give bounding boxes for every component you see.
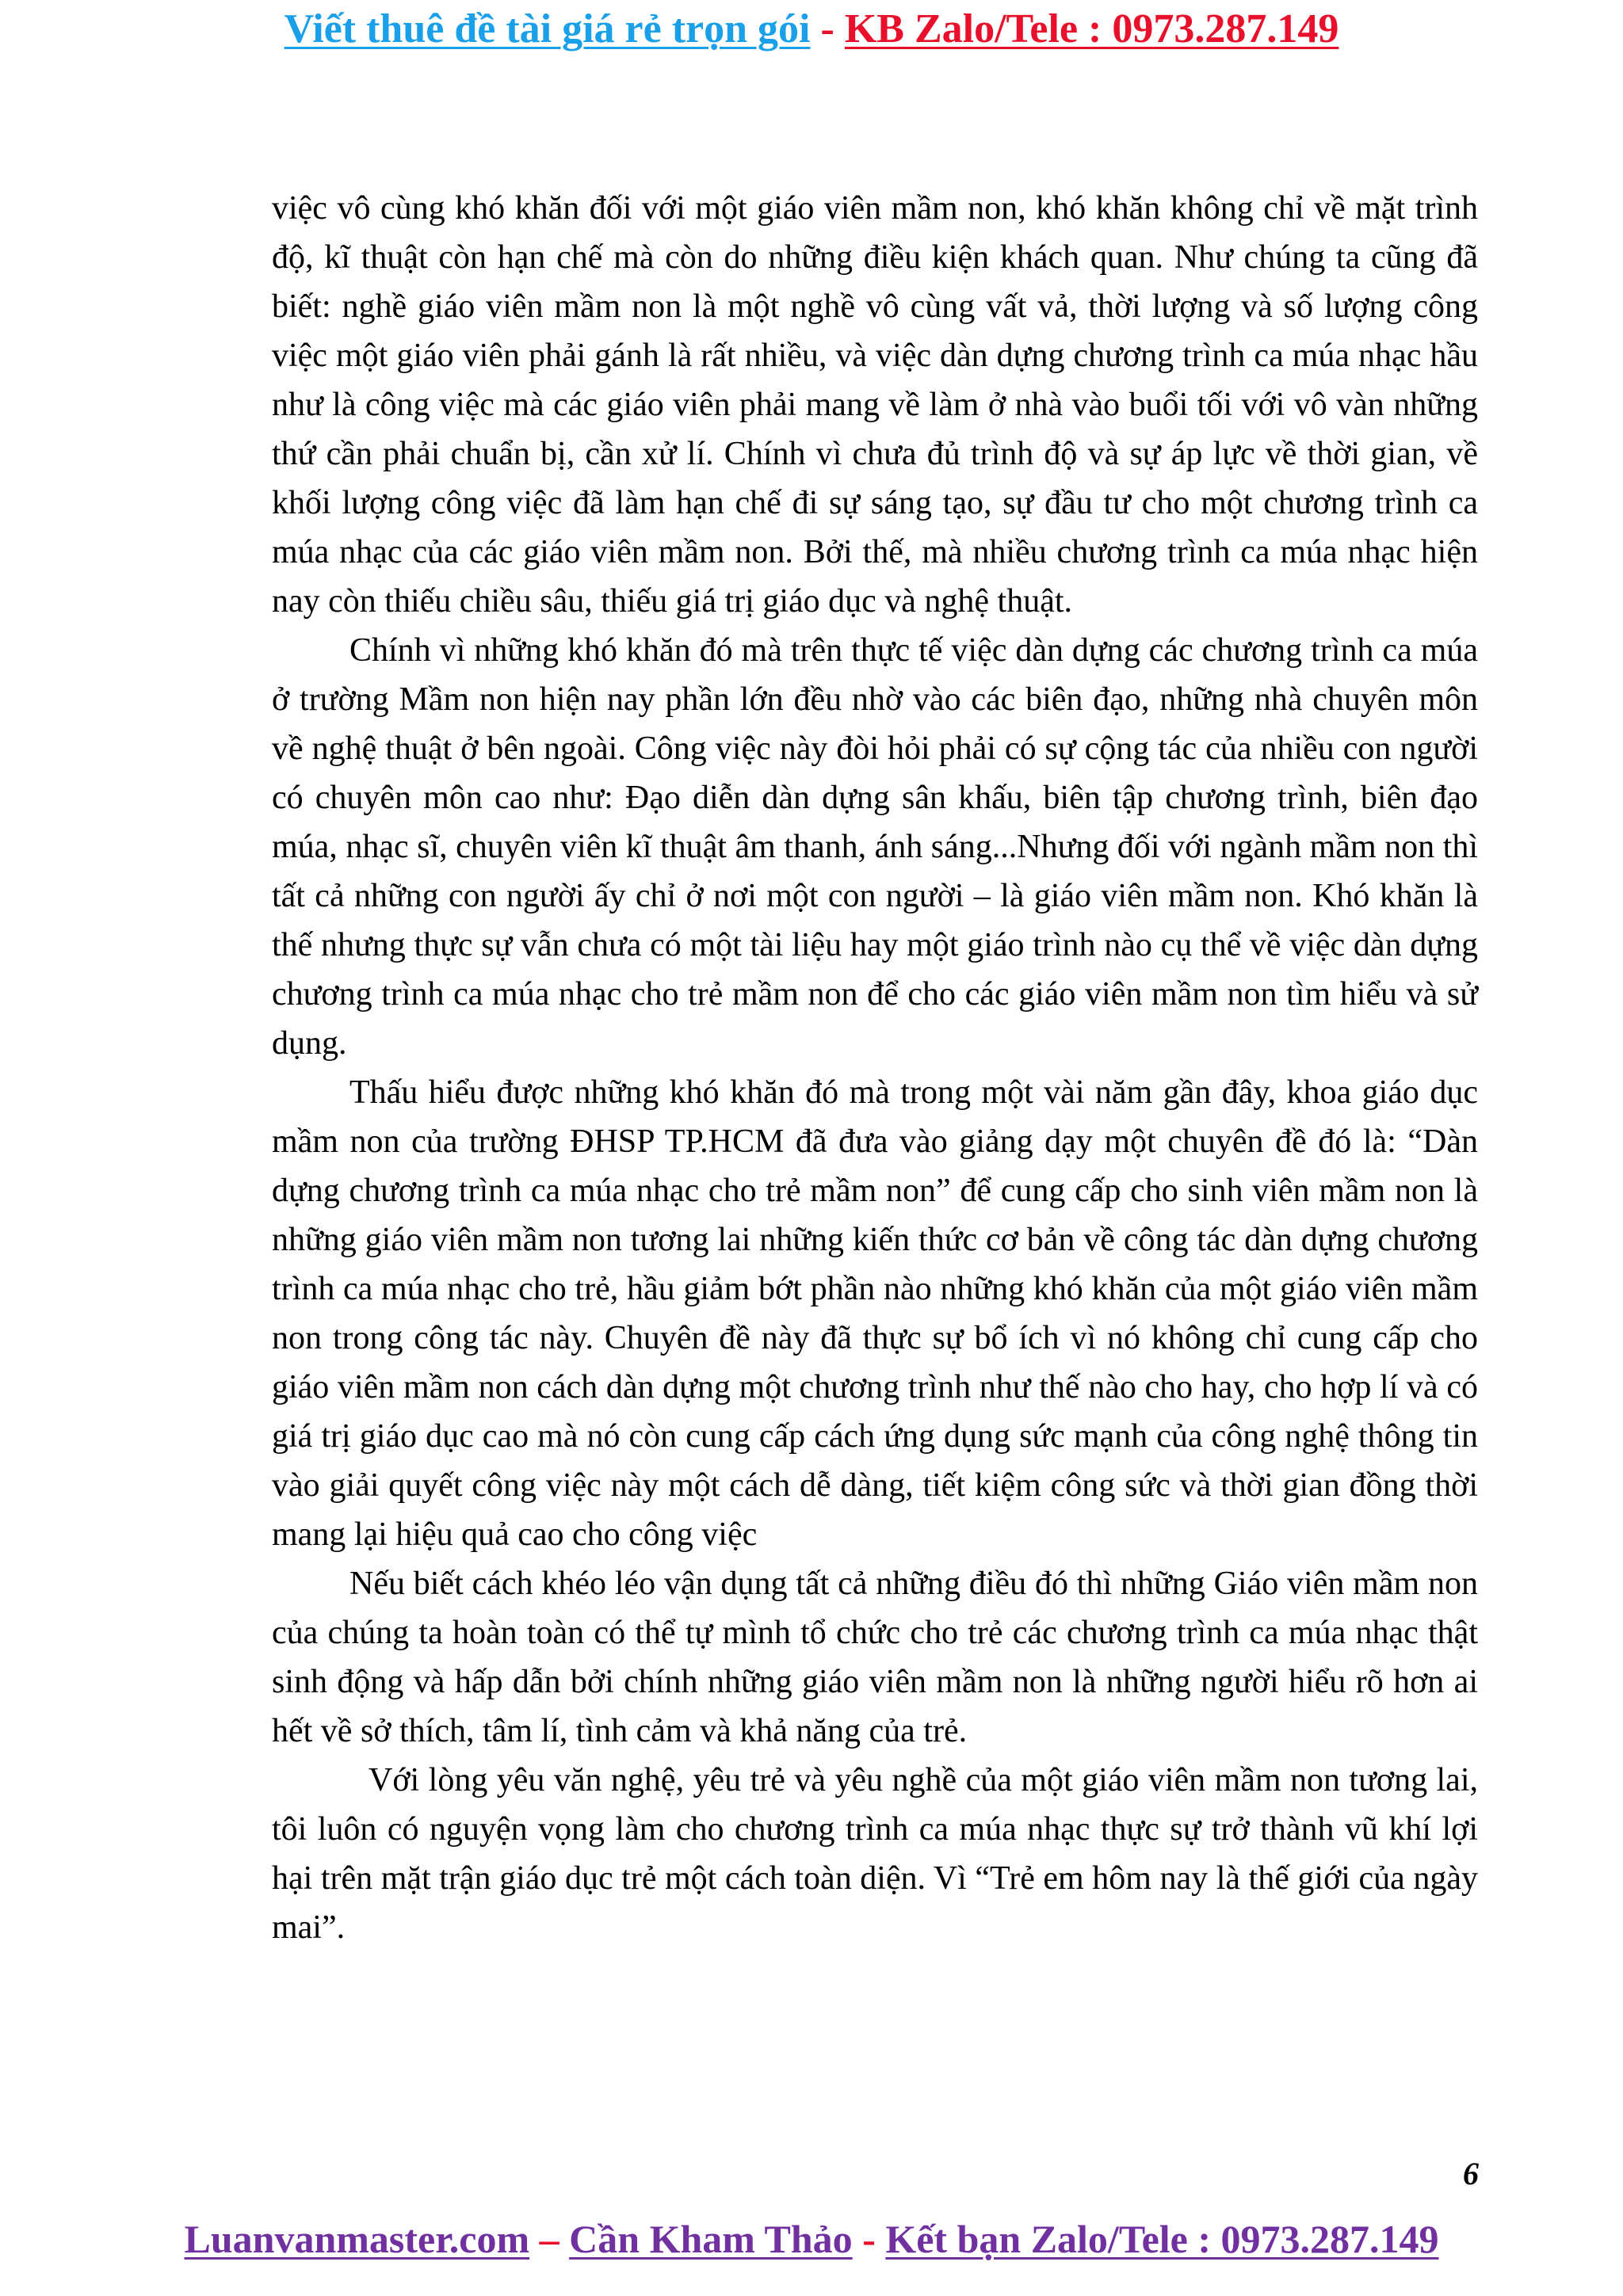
paragraph-1: việc vô cùng khó khăn đối với một giáo viên mầm non, khó khăn không chỉ về mặt trình độ, kĩ thuật còn hạn chế mà còn do những điều kiện khách quan. Như chúng ta cũng đã biết: nghề giáo viên mầm non là một nghề vô cùng vất vả, thời lượng và số lượng công việc một giáo viên phải gánh là rất nhiều, và việc dàn dựng chương trình ca múa nhạc hầu như là công việc mà các giáo viên phải mang về làm ở nhà vào buổi tối với vô vàn những thứ cần phải chuẩn bị, cần xử lí. Chính vì chưa đủ trình độ và sự áp lực về thời gian, về khối lượng công việc đã làm hạn chế đi sự sáng tạo, sự đầu tư cho một chương trình ca múa nhạc của các giáo viên mầm non. Bởi thế, mà nhiều chương trình ca múa nhạc hiện nay còn thiếu chiều sâu, thiếu giá trị giáo dục và nghệ thuật. (272, 190, 1478, 620)
page-header (0, 2, 1623, 57)
header-service-link[interactable]: Viết thuê đề tài giá rẻ trọn gói (284, 6, 811, 51)
paragraph-2: Chính vì những khó khăn đó mà trên thực tế việc dàn dựng các chương trình ca múa ở trường Mầm non hiện nay phần lớn đều nhờ vào các biên đạo, những nhà chuyên môn về nghệ thuật ở bên ngoài. Công việc này đòi hỏi phải có sự cộng tác của nhiều con người có chuyên môn cao như: Đạo diễn dàn dựng sân khấu, biên tập chương trình, biên đạo múa, nhạc sĩ, chuyên viên kĩ thuật âm thanh, ánh sáng...Nhưng đối với ngành mầm non thì tất cả những con người ấy chỉ ở nơi một con người – là giáo viên mầm non. Khó khăn là thế nhưng thực sự vẫn chưa có một tài liệu hay một giáo trình nào cụ thể về việc dàn dựng chương trình ca múa nhạc cho trẻ mầm non để cho các giáo viên mầm non tìm hiểu và sử dụng. (272, 632, 1478, 1062)
footer-author-link[interactable]: Cần Kham Thảo (569, 2217, 853, 2261)
header-separator: - (810, 6, 845, 51)
page-footer (0, 2213, 1623, 2265)
paragraph-4: Nếu biết cách khéo léo vận dụng tất cả những điều đó thì những Giáo viên mầm non của chúng ta hoàn toàn có thể tự mình tổ chức cho trẻ các chương trình ca múa nhạc thật sinh động và hấp dẫn bởi chính những giáo viên mầm non là những người hiểu rõ hơn ai hết về sở thích, tâm lí, tình cảm và khả năng của trẻ. (272, 1566, 1478, 1749)
footer-separator-1: – (529, 2217, 570, 2261)
footer-site-link[interactable]: Luanvanmaster.com (184, 2217, 530, 2261)
paragraph-5: Với lòng yêu văn nghệ, yêu trẻ và yêu nghề của một giáo viên mầm non tương lai, tôi luôn có nguyện vọng làm cho chương trình ca múa nhạc thực sự trở thành vũ khí lợi hại trên mặt trận giáo dục trẻ một cách toàn diện. Vì “Trẻ em hôm nay là thế giới của ngày mai”. (272, 1762, 1478, 1946)
footer-contact-link[interactable]: Kết bạn Zalo/Tele : 0973.287.149 (885, 2217, 1439, 2261)
paragraph-3: Thấu hiểu được những khó khăn đó mà trong một vài năm gần đây, khoa giáo dục mầm non của trường ĐHSP TP.HCM đã đưa vào giảng dạy một chuyên đề đó là: “Dàn dựng chương trình ca múa nhạc cho trẻ mầm non” để cung cấp cho sinh viên mầm non là những giáo viên mầm non tương lai những kiến thức cơ bản về công tác dàn dựng chương trình ca múa nhạc cho trẻ, hầu giảm bớt phần nào những khó khăn của một giáo viên mầm non trong công tác này. Chuyên đề này đã thực sự bổ ích vì nó không chỉ cung cấp cho giáo viên mầm non cách dàn dựng một chương trình như thế nào cho hay, cho hợp lí và có giá trị giáo dục cao mà nó còn cung cấp cách ứng dụng sức mạnh của công nghệ thông tin vào giải quyết công việc này một cách dễ dàng, tiết kiệm công sức và thời gian đồng thời mang lại hiệu quả cao cho công việc (272, 1074, 1478, 1553)
header-contact-link[interactable]: KB Zalo/Tele : 0973.287.149 (844, 6, 1339, 51)
footer-separator-2: - (852, 2217, 886, 2261)
page-number: 6 (1463, 2156, 1479, 2191)
document-body (272, 184, 1478, 1952)
